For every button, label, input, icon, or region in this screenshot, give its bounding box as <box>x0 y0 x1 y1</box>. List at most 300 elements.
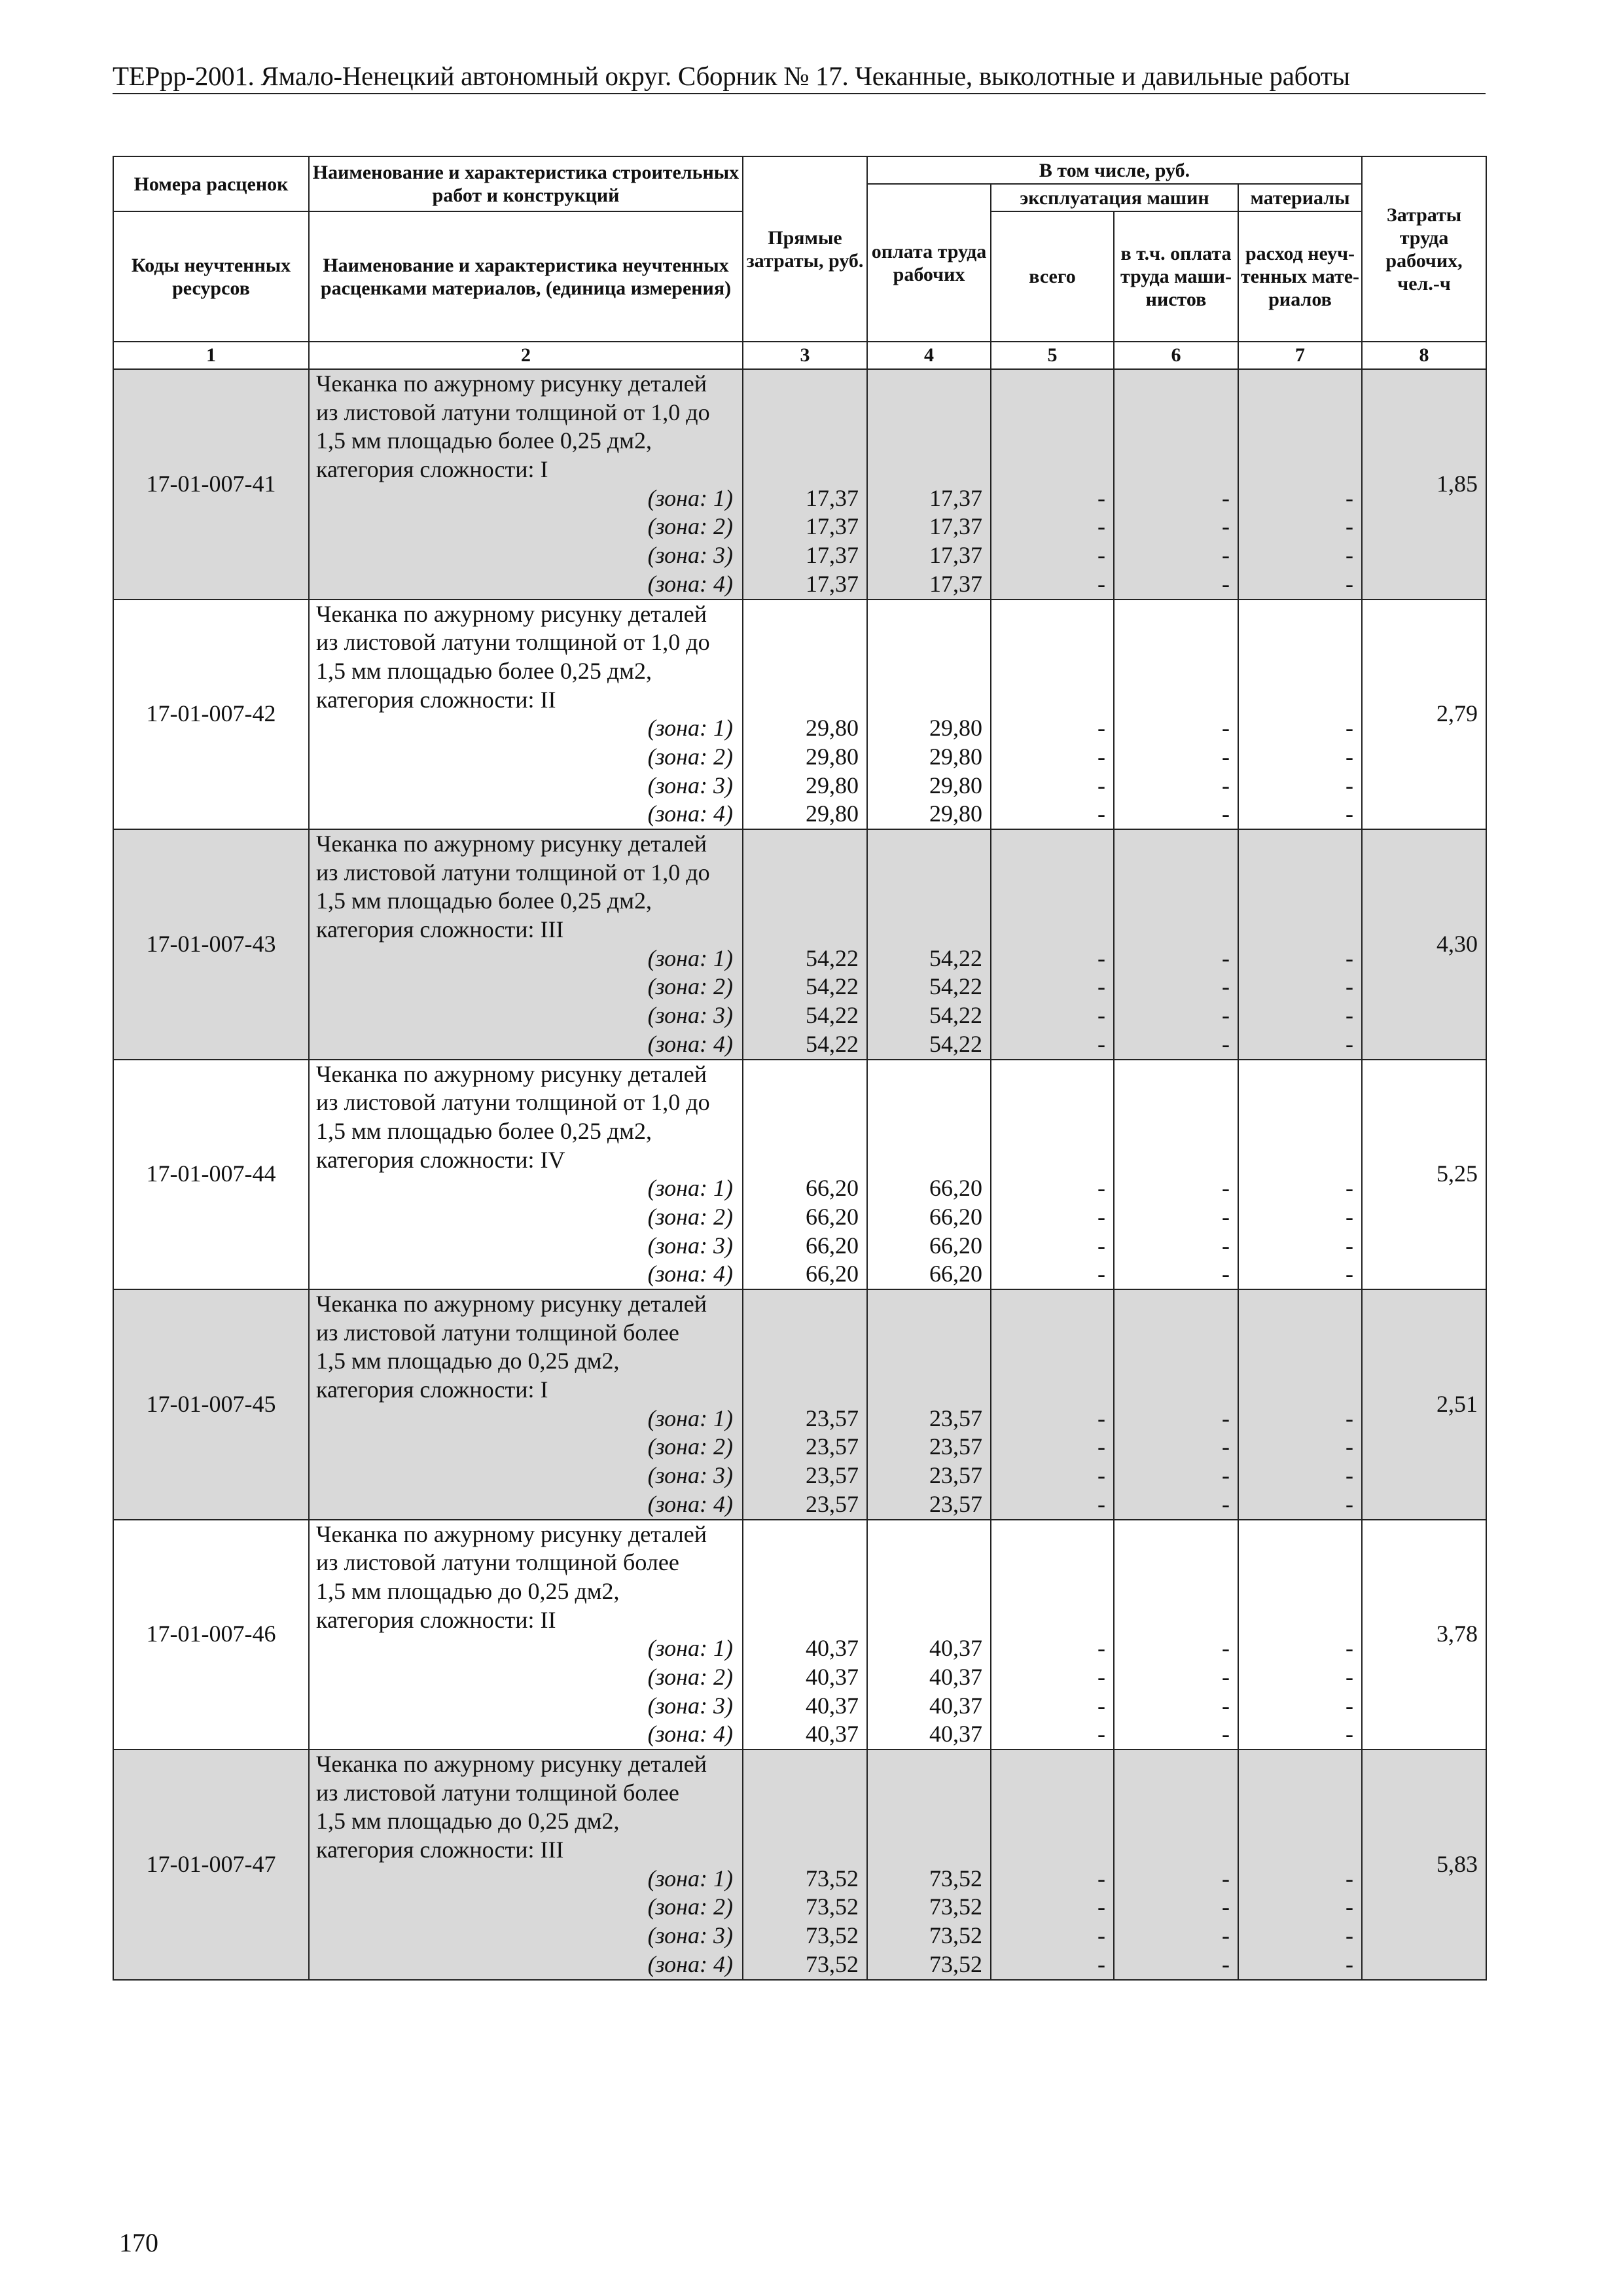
spacer-line <box>1239 887 1361 916</box>
spacer-line <box>1239 1577 1361 1606</box>
spacer-line <box>868 1376 990 1405</box>
spacer-line <box>868 1807 990 1836</box>
dash-value: - <box>1222 1922 1230 1949</box>
unaccounted-materials-cell <box>1238 829 1362 1060</box>
dash-value: - <box>1097 1203 1105 1230</box>
direct-costs-value: 40,37 <box>806 1721 859 1748</box>
worker-pay-value: 54,22 <box>929 1002 982 1029</box>
zone-label: (зона: 4) <box>647 570 733 597</box>
direct-costs-cell <box>743 1289 867 1520</box>
labor-costs-value: 3,78 <box>1436 1621 1478 1647</box>
dash-value: - <box>1346 1261 1354 1287</box>
header-worker-pay: оплата труда рабочих <box>867 184 991 342</box>
spacer-line <box>1115 657 1238 686</box>
machine-total-cell <box>991 829 1114 1060</box>
spacer-line <box>868 628 990 657</box>
zone-label: (зона: 1) <box>647 484 733 511</box>
rates-table-body <box>113 369 1486 1980</box>
spacer-line <box>743 686 866 715</box>
spacer-line <box>1115 1549 1238 1577</box>
table-row <box>113 829 1486 1060</box>
spacer-line <box>743 1376 866 1405</box>
spacer-line <box>991 916 1113 944</box>
dash-value: - <box>1097 1893 1105 1920</box>
machinist-pay-cell <box>1114 1520 1238 1750</box>
rate-code: 17-01-007-41 <box>146 470 276 497</box>
spacer-line <box>1115 1520 1238 1549</box>
spacer-line <box>991 686 1113 715</box>
spacer-line <box>743 1088 866 1117</box>
machinist-pay-cell <box>1114 1060 1238 1290</box>
dash-value: - <box>1097 570 1105 597</box>
spacer-line <box>1239 830 1361 859</box>
spacer-line <box>868 1117 990 1146</box>
spacer-line <box>868 830 990 859</box>
description-line: категория сложности: III <box>316 1837 564 1863</box>
dash-value: - <box>1222 1462 1230 1489</box>
spacer-line <box>743 600 866 629</box>
column-number: 7 <box>1238 342 1362 369</box>
spacer-line <box>743 427 866 456</box>
spacer-line <box>991 1779 1113 1808</box>
dash-value: - <box>1222 1203 1230 1230</box>
dash-value: - <box>1222 715 1230 742</box>
spacer-line <box>1239 1117 1361 1146</box>
worker-pay-value: 17,37 <box>929 570 982 597</box>
column-number: 3 <box>743 342 867 369</box>
description-line: категория сложности: I <box>316 456 548 483</box>
rate-description-cell <box>309 1289 743 1520</box>
spacer-line <box>743 657 866 686</box>
direct-costs-value: 73,52 <box>806 1950 859 1977</box>
spacer-line <box>868 1549 990 1577</box>
spacer-line <box>868 1779 990 1808</box>
dash-value: - <box>1346 743 1354 770</box>
spacer-line <box>991 370 1113 399</box>
direct-costs-value: 54,22 <box>806 1030 859 1057</box>
worker-pay-value: 23,57 <box>929 1433 982 1460</box>
table-row <box>113 1520 1486 1750</box>
dash-value: - <box>1097 1232 1105 1259</box>
direct-costs-value: 17,37 <box>806 570 859 597</box>
dash-value: - <box>1097 1692 1105 1719</box>
description-line: из листовой латуни толщиной от 1,0 до <box>316 399 710 425</box>
worker-pay-cell <box>867 829 991 1060</box>
dash-value: - <box>1346 772 1354 798</box>
dash-value: - <box>1222 1232 1230 1259</box>
dash-value: - <box>1097 542 1105 569</box>
dash-value: - <box>1097 1002 1105 1029</box>
dash-value: - <box>1346 1002 1354 1029</box>
rate-description-cell <box>309 369 743 600</box>
spacer-line <box>743 916 866 944</box>
dash-value: - <box>1346 715 1354 742</box>
spacer-line <box>743 456 866 484</box>
header-work-name: Наименование и характеристика строительных работ и конструкций <box>309 156 743 211</box>
spacer-line <box>868 1060 990 1089</box>
spacer-line <box>743 1146 866 1175</box>
direct-costs-value: 54,22 <box>806 1002 859 1029</box>
spacer-line <box>991 1520 1113 1549</box>
description-line: из листовой латуни толщиной более <box>316 1549 679 1576</box>
dash-value: - <box>1097 743 1105 770</box>
dash-value: - <box>1222 1405 1230 1431</box>
column-number: 6 <box>1114 342 1238 369</box>
machinist-pay-cell <box>1114 369 1238 600</box>
spacer-line <box>991 399 1113 427</box>
machinist-pay-cell <box>1114 1289 1238 1520</box>
zone-label: (зона: 4) <box>647 1490 733 1517</box>
zone-label: (зона: 3) <box>647 1922 733 1949</box>
rate-description-cell <box>309 1060 743 1290</box>
labor-costs-value: 1,85 <box>1436 470 1478 497</box>
table-row <box>113 600 1486 830</box>
machine-total-cell <box>991 1520 1114 1750</box>
dash-value: - <box>1222 1490 1230 1517</box>
worker-pay-value: 40,37 <box>929 1663 982 1690</box>
spacer-line <box>1115 456 1238 484</box>
rate-code-cell <box>113 1520 309 1750</box>
worker-pay-value: 23,57 <box>929 1405 982 1431</box>
spacer-line <box>868 887 990 916</box>
zone-label: (зона: 2) <box>647 1203 733 1230</box>
unaccounted-materials-cell <box>1238 1060 1362 1290</box>
spacer-line <box>743 370 866 399</box>
header-materials: материалы <box>1238 184 1362 211</box>
dash-value: - <box>1346 1462 1354 1489</box>
spacer-line <box>1115 1577 1238 1606</box>
spacer-line <box>868 1577 990 1606</box>
dash-value: - <box>1222 1721 1230 1748</box>
description-line: Чеканка по ажурному рисунку деталей <box>316 370 707 397</box>
description-line: Чеканка по ажурному рисунку деталей <box>316 600 707 627</box>
spacer-line <box>1115 916 1238 944</box>
worker-pay-value: 54,22 <box>929 944 982 971</box>
dash-value: - <box>1346 1203 1354 1230</box>
header-divider <box>113 93 1486 94</box>
spacer-line <box>991 1836 1113 1865</box>
unaccounted-materials-cell <box>1238 1520 1362 1750</box>
labor-costs-value: 2,51 <box>1436 1390 1478 1417</box>
spacer-line <box>868 427 990 456</box>
dash-value: - <box>1346 1865 1354 1892</box>
spacer-line <box>1115 427 1238 456</box>
spacer-line <box>1115 1347 1238 1376</box>
spacer-line <box>1115 600 1238 629</box>
spacer-line <box>1239 1520 1361 1549</box>
direct-costs-value: 40,37 <box>806 1692 859 1719</box>
dash-value: - <box>1346 570 1354 597</box>
description-line: Чеканка по ажурному рисунку деталей <box>316 1520 707 1547</box>
zone-label: (зона: 3) <box>647 1232 733 1259</box>
worker-pay-value: 17,37 <box>929 542 982 569</box>
worker-pay-cell <box>867 1749 991 1980</box>
description-line: 1,5 мм площадью до 0,25 дм2, <box>316 1808 620 1835</box>
spacer-line <box>1239 456 1361 484</box>
zone-label: (зона: 2) <box>647 973 733 1000</box>
dash-value: - <box>1222 1030 1230 1057</box>
zone-label: (зона: 2) <box>647 513 733 540</box>
page-header-title: ТЕРрр-2001. Ямало-Ненецкий автономный округ. Сборник № 17. Чеканные, выколотные и давильные работы <box>113 61 1350 91</box>
dash-value: - <box>1097 1462 1105 1489</box>
description-line: 1,5 мм площадью более 0,25 дм2, <box>316 888 652 914</box>
spacer-line <box>743 830 866 859</box>
dash-value: - <box>1346 1893 1354 1920</box>
dash-value: - <box>1222 1433 1230 1460</box>
zone-label: (зона: 3) <box>647 772 733 798</box>
header-machinist-pay: в т.ч. оплата труда маши-нистов <box>1114 211 1238 342</box>
description-line: из листовой латуни толщиной от 1,0 до <box>316 859 710 886</box>
rate-code-cell <box>113 600 309 830</box>
direct-costs-value: 17,37 <box>806 542 859 569</box>
zone-label: (зона: 3) <box>647 542 733 569</box>
spacer-line <box>868 916 990 944</box>
spacer-line <box>868 1520 990 1549</box>
dash-value: - <box>1097 1865 1105 1892</box>
zone-label: (зона: 2) <box>647 743 733 770</box>
spacer-line <box>1239 1750 1361 1779</box>
machinist-pay-cell <box>1114 1749 1238 1980</box>
dash-value: - <box>1222 570 1230 597</box>
unaccounted-materials-cell <box>1238 1289 1362 1520</box>
direct-costs-value: 29,80 <box>806 715 859 742</box>
dash-value: - <box>1346 1663 1354 1690</box>
worker-pay-cell <box>867 600 991 830</box>
spacer-line <box>1239 657 1361 686</box>
spacer-line <box>1239 1807 1361 1836</box>
zone-label: (зона: 1) <box>647 1405 733 1431</box>
worker-pay-value: 29,80 <box>929 772 982 798</box>
rate-code-cell <box>113 829 309 1060</box>
labor-costs-cell <box>1362 1749 1486 1980</box>
dash-value: - <box>1097 1261 1105 1287</box>
dash-value: - <box>1097 1922 1105 1949</box>
description-line: 1,5 мм площадью до 0,25 дм2, <box>316 1348 620 1374</box>
spacer-line <box>743 1290 866 1319</box>
dash-value: - <box>1346 1692 1354 1719</box>
spacer-line <box>1239 370 1361 399</box>
rate-code-cell <box>113 1060 309 1290</box>
rate-code: 17-01-007-43 <box>146 930 276 957</box>
spacer-line <box>1115 1376 1238 1405</box>
column-number: 5 <box>991 342 1114 369</box>
dash-value: - <box>1097 1433 1105 1460</box>
zone-label: (зона: 2) <box>647 1433 733 1460</box>
spacer-line <box>1115 1290 1238 1319</box>
dash-value: - <box>1346 1950 1354 1977</box>
spacer-line <box>743 887 866 916</box>
worker-pay-value: 66,20 <box>929 1175 982 1202</box>
column-number: 8 <box>1362 342 1486 369</box>
labor-costs-cell <box>1362 600 1486 830</box>
description-line: из листовой латуни толщиной от 1,0 до <box>316 1089 710 1116</box>
header-total: всего <box>991 211 1114 342</box>
dash-value: - <box>1222 1635 1230 1662</box>
dash-value: - <box>1222 800 1230 827</box>
spacer-line <box>868 1606 990 1635</box>
direct-costs-value: 66,20 <box>806 1175 859 1202</box>
dash-value: - <box>1346 1232 1354 1259</box>
machine-total-cell <box>991 1749 1114 1980</box>
spacer-line <box>991 1319 1113 1348</box>
spacer-line <box>1239 600 1361 629</box>
rate-code-cell <box>113 369 309 600</box>
spacer-line <box>991 427 1113 456</box>
rate-description-cell <box>309 829 743 1060</box>
worker-pay-value: 40,37 <box>929 1721 982 1748</box>
spacer-line <box>1239 859 1361 888</box>
worker-pay-value: 40,37 <box>929 1692 982 1719</box>
header-material-names: Наименование и характеристика неучтенных расценками материалов, (единица измерения) <box>309 211 743 342</box>
description-line: Чеканка по ажурному рисунку деталей <box>316 1060 707 1087</box>
rate-code: 17-01-007-45 <box>146 1390 276 1417</box>
spacer-line <box>991 1117 1113 1146</box>
dash-value: - <box>1097 944 1105 971</box>
spacer-line <box>991 1807 1113 1836</box>
unaccounted-materials-cell <box>1238 369 1362 600</box>
rate-code-cell <box>113 1749 309 1980</box>
rates-table <box>113 156 1487 1981</box>
spacer-line <box>1239 1836 1361 1865</box>
header-direct-costs: Прямые затраты, руб. <box>743 156 867 342</box>
spacer-line <box>1239 1319 1361 1348</box>
machine-total-cell <box>991 1060 1114 1290</box>
spacer-line <box>1239 1290 1361 1319</box>
spacer-line <box>743 1750 866 1779</box>
description-line: 1,5 мм площадью более 0,25 дм2, <box>316 427 652 454</box>
dash-value: - <box>1097 1405 1105 1431</box>
zone-label: (зона: 3) <box>647 1692 733 1719</box>
worker-pay-value: 17,37 <box>929 513 982 540</box>
spacer-line <box>991 1376 1113 1405</box>
spacer-line <box>868 1088 990 1117</box>
zone-label: (зона: 4) <box>647 1721 733 1748</box>
spacer-line <box>1115 830 1238 859</box>
spacer-line <box>1239 1060 1361 1089</box>
unaccounted-materials-cell <box>1238 600 1362 830</box>
column-number: 1 <box>113 342 309 369</box>
zone-label: (зона: 4) <box>647 1030 733 1057</box>
rate-code: 17-01-007-46 <box>146 1621 276 1647</box>
direct-costs-value: 17,37 <box>806 484 859 511</box>
direct-costs-value: 66,20 <box>806 1232 859 1259</box>
description-line: 1,5 мм площадью более 0,25 дм2, <box>316 657 652 684</box>
spacer-line <box>868 657 990 686</box>
worker-pay-value: 29,80 <box>929 743 982 770</box>
worker-pay-value: 73,52 <box>929 1865 982 1892</box>
spacer-line <box>743 859 866 888</box>
direct-costs-value: 23,57 <box>806 1462 859 1489</box>
spacer-line <box>1239 1549 1361 1577</box>
worker-pay-value: 40,37 <box>929 1635 982 1662</box>
dash-value: - <box>1097 800 1105 827</box>
machinist-pay-cell <box>1114 829 1238 1060</box>
worker-pay-cell <box>867 369 991 600</box>
labor-costs-value: 4,30 <box>1436 930 1478 957</box>
worker-pay-cell <box>867 1520 991 1750</box>
spacer-line <box>743 1319 866 1348</box>
zone-label: (зона: 4) <box>647 800 733 827</box>
rate-code: 17-01-007-47 <box>146 1850 276 1877</box>
worker-pay-value: 73,52 <box>929 1950 982 1977</box>
description-line: Чеканка по ажурному рисунку деталей <box>316 1751 707 1777</box>
direct-costs-value: 29,80 <box>806 772 859 798</box>
direct-costs-cell <box>743 369 867 600</box>
spacer-line <box>1115 1319 1238 1348</box>
header-unaccounted-materials: расход неуч-тенных мате-риалов <box>1238 211 1362 342</box>
dash-value: - <box>1222 743 1230 770</box>
spacer-line <box>991 600 1113 629</box>
labor-costs-cell <box>1362 1060 1486 1290</box>
description-line: из листовой латуни толщиной более <box>316 1319 679 1346</box>
header-rate-numbers: Номера расценок <box>113 156 309 211</box>
spacer-line <box>743 1060 866 1089</box>
worker-pay-value: 73,52 <box>929 1922 982 1949</box>
dash-value: - <box>1222 1002 1230 1029</box>
spacer-line <box>743 628 866 657</box>
header-labor-costs: Затраты труда рабочих, чел.-ч <box>1362 156 1486 342</box>
spacer-line <box>991 1606 1113 1635</box>
worker-pay-value: 54,22 <box>929 1030 982 1057</box>
spacer-line <box>991 1577 1113 1606</box>
machinist-pay-cell <box>1114 600 1238 830</box>
worker-pay-cell <box>867 1289 991 1520</box>
dash-value: - <box>1097 1030 1105 1057</box>
header-machine-operation: эксплуатация машин <box>991 184 1238 211</box>
machine-total-cell <box>991 1289 1114 1520</box>
dash-value: - <box>1097 513 1105 540</box>
spacer-line <box>868 686 990 715</box>
rate-description-cell <box>309 1749 743 1980</box>
description-line: Чеканка по ажурному рисунку деталей <box>316 1291 707 1317</box>
description-line: категория сложности: II <box>316 1606 556 1633</box>
direct-costs-value: 40,37 <box>806 1663 859 1690</box>
worker-pay-value: 23,57 <box>929 1462 982 1489</box>
dash-value: - <box>1097 715 1105 742</box>
spacer-line <box>1115 1836 1238 1865</box>
dash-value: - <box>1097 1635 1105 1662</box>
description-line: категория сложности: II <box>316 686 556 713</box>
spacer-line <box>868 399 990 427</box>
dash-value: - <box>1222 513 1230 540</box>
worker-pay-value: 17,37 <box>929 484 982 511</box>
column-number: 2 <box>309 342 743 369</box>
spacer-line <box>1115 1606 1238 1635</box>
spacer-line <box>743 1577 866 1606</box>
labor-costs-value: 5,25 <box>1436 1160 1478 1187</box>
spacer-line <box>991 628 1113 657</box>
dash-value: - <box>1097 1175 1105 1202</box>
spacer-line <box>743 1549 866 1577</box>
dash-value: - <box>1222 1893 1230 1920</box>
dash-value: - <box>1346 1175 1354 1202</box>
dash-value: - <box>1222 1663 1230 1690</box>
dash-value: - <box>1222 772 1230 798</box>
rate-description-cell <box>309 1520 743 1750</box>
zone-label: (зона: 1) <box>647 1635 733 1662</box>
spacer-line <box>1115 1060 1238 1089</box>
spacer-line <box>991 1347 1113 1376</box>
direct-costs-cell <box>743 1060 867 1290</box>
spacer-line <box>1239 686 1361 715</box>
spacer-line <box>868 1319 990 1348</box>
spacer-line <box>1115 1146 1238 1175</box>
direct-costs-value: 23,57 <box>806 1490 859 1517</box>
zone-label: (зона: 3) <box>647 1462 733 1489</box>
worker-pay-cell <box>867 1060 991 1290</box>
dash-value: - <box>1222 944 1230 971</box>
worker-pay-value: 29,80 <box>929 800 982 827</box>
